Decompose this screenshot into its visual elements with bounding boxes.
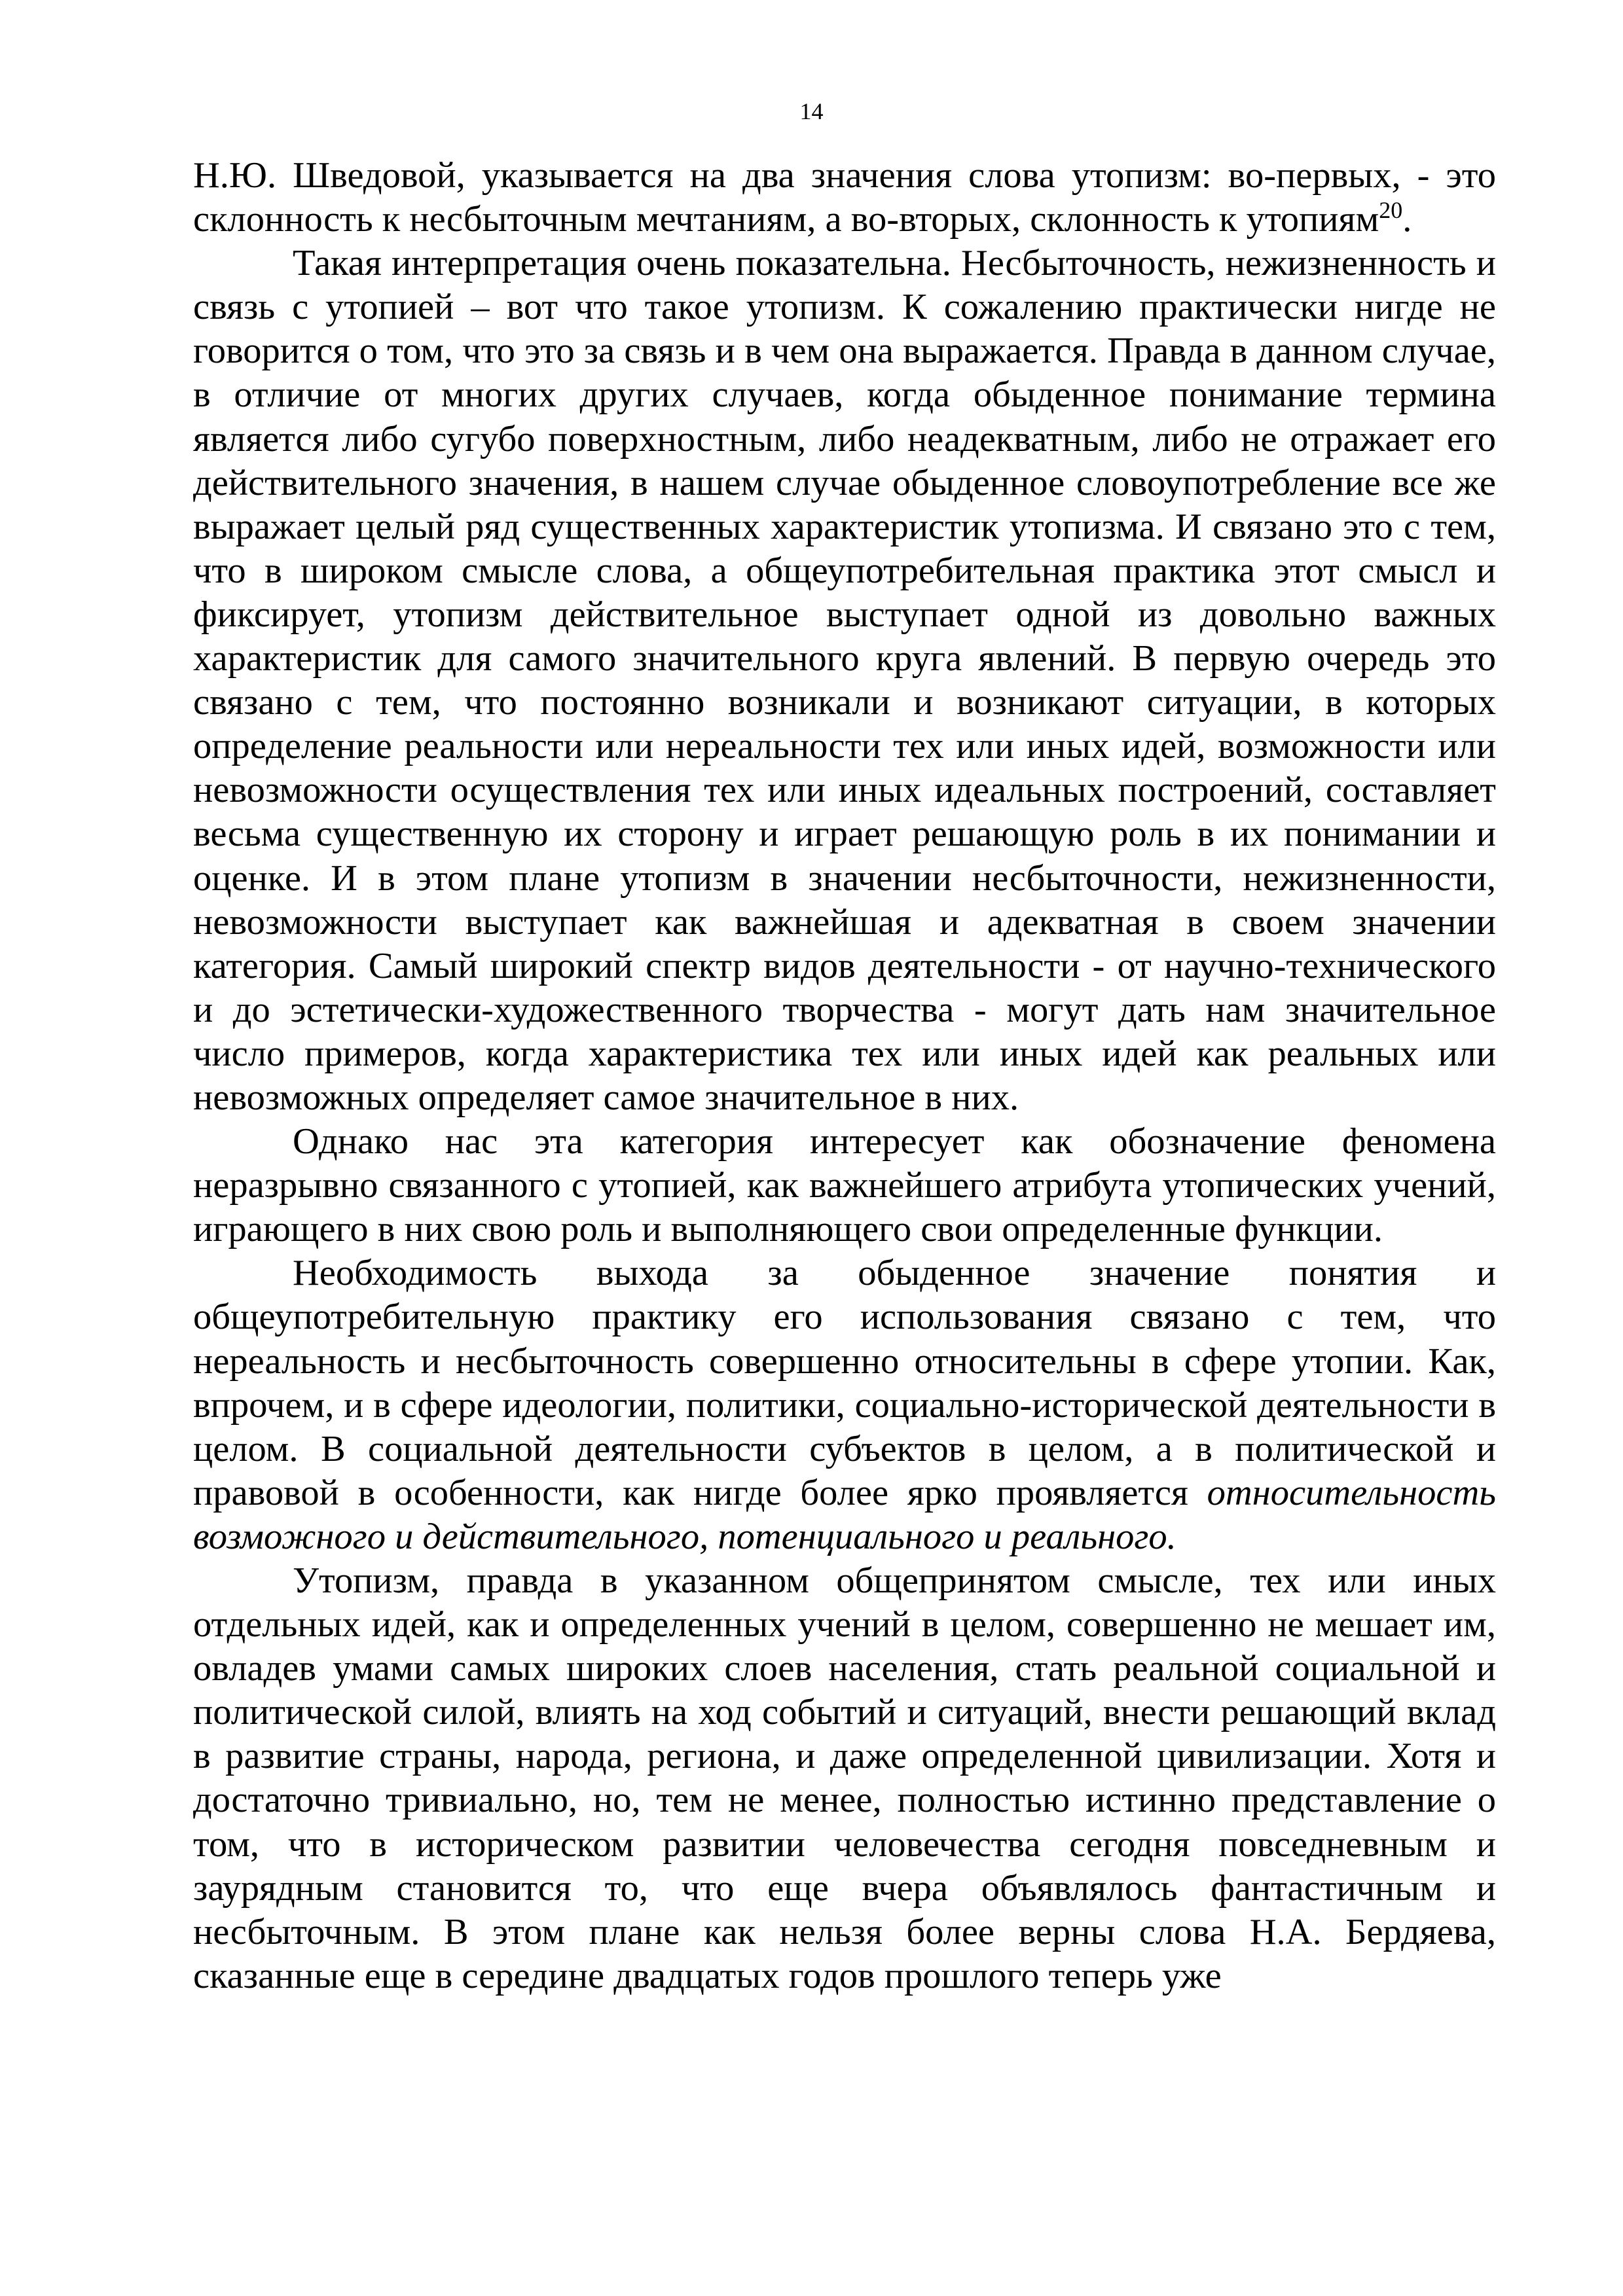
paragraph-4-italic: относительность возможного и действительного, потенциального и реального.: [193, 1472, 1497, 1557]
paragraph-4: [193, 1251, 1496, 1559]
paragraph-1: [193, 154, 1496, 242]
paragraph-1-text: Н.Ю. Шведовой, указывается на два значения слова утопизм: во-первых, - это склонность к несбыточным мечтаниям, а во-вторых, склонность к утопиям: [193, 155, 1496, 240]
paragraph-3: Однако нас эта категория интересует как обозначение феномена неразрывно связанного с утопией, как важнейшего атрибута утопических учений, играющего в них свою роль и выполняющего свои определенные функции.: [193, 1121, 1496, 1250]
body-text: [193, 154, 1496, 1998]
page-number: 14: [799, 98, 824, 124]
paragraph-1-end: .: [1402, 199, 1412, 240]
paragraph-4-text: Необходимость выхода за обыденное значение понятия и общеупотребительную практику его использования связано с тем, что нереальность и несбыточность совершенно относительны в сфере утопии. Как, впрочем, и в сфере идеологии, политики, социально-исторической деятельности в целом. В социальной деятельности субъектов в целом, а в политической и правовой в особенности, как нигде более ярко проявляется: [193, 1253, 1496, 1513]
footnote-marker: 20: [1379, 197, 1403, 224]
paragraph-2: Такая интерпретация очень показательна. Несбыточность, нежизненность и связь с утопией – вот что такое утопизм. К сожалению практически нигде не говорится о том, что это за связь и в чем она выражается. Правда в данном случае, в отличие от многих других случаев, когда обыденное понимание термина является либо сугубо поверхностным, либо неадекватным, либо не отражает его действительного значения, в нашем случае обыденное словоупотребление все же выражает целый ряд существенных характеристик утопизма. И связано это с тем, что в широком смысле слова, а общеупотребительная практика этот смысл и фиксирует, утопизм действительное выступает одной из довольно важных характеристик для самого значительного круга явлений. В первую очередь это связано с тем, что постоянно возникали и возникают ситуации, в которых определение реальности или нереальности тех или иных идей, возможности или невозможности осуществления тех или иных идеальных построений, составляет весьма существенную их сторону и играет решающую роль в их понимании и оценке. И в этом плане утопизм в значении несбыточности, нежизненности, невозможности выступает как важнейшая и адекватная в своем значении категория. Самый широкий спектр видов деятельности - от научно-технического и до эстетически-художественного творчества - могут дать нам значительное число примеров, когда характеристика тех или иных идей как реальных или невозможных определяет самое значительное в них.: [193, 243, 1496, 1118]
paragraph-5: Утопизм, правда в указанном общепринятом смысле, тех или иных отдельных идей, как и определенных учений в целом, совершенно не мешает им, овладев умами самых широких слоев населения, стать реальной социальной и политической силой, влиять на ход событий и ситуаций, внести решающий вклад в развитие страны, народа, региона, и даже определенной цивилизации. Хотя и достаточно тривиально, но, тем не менее, полностью истинно представление о том, что в историческом развитии человечества сегодня повседневным и заурядным становится то, что еще вчера объявлялось фантастичным и несбыточным. В этом плане как нельзя более верны слова Н.А. Бердяева, сказанные еще в середине двадцатых годов прошлого теперь уже: [193, 1560, 1496, 1996]
